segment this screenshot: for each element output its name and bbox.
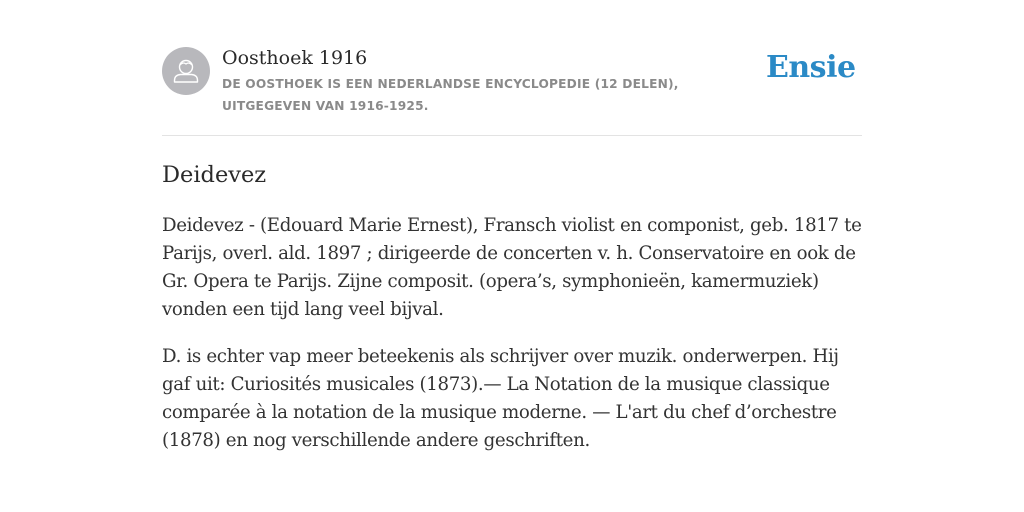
- user-silhouette-icon: [162, 47, 210, 95]
- article-title: Deidevez: [162, 162, 267, 188]
- article-body: [162, 158, 862, 455]
- ensie-logo-link[interactable]: Ensie: [766, 50, 856, 85]
- source-description: DE OOSTHOEK IS EEN NEDERLANDSE ENCYCLOPEDIE (12 DELEN), UITGEGEVEN VAN 1916-1925.: [222, 77, 679, 113]
- source-title-link[interactable]: Oosthoek 1916: [222, 47, 368, 69]
- source-avatar[interactable]: [162, 47, 210, 95]
- article-paragraph: D. is echter vap meer beteekenis als schrijver over muzik. onderwerpen. Hij gaf uit: Curiosités musicales (1873).— La Notation de la musique classique comparée à la notation de la musique moderne. — L'art du chef d’orchestre (1878) en nog verschillende andere geschriften.: [162, 346, 839, 451]
- article-paragraph: Deidevez - (Edouard Marie Ernest), Fransch violist en componist, geb. 1817 te Parijs, overl. ald. 1897 ; dirigeerde de concerten v. h. Conservatoire en ook de Gr. Opera te Parijs. Zijne composit. (opera’s, symphonieën, kamermuziek) vonden een tijd lang veel bijval.: [162, 215, 862, 320]
- source-header: [162, 46, 862, 136]
- header-divider: [162, 135, 862, 136]
